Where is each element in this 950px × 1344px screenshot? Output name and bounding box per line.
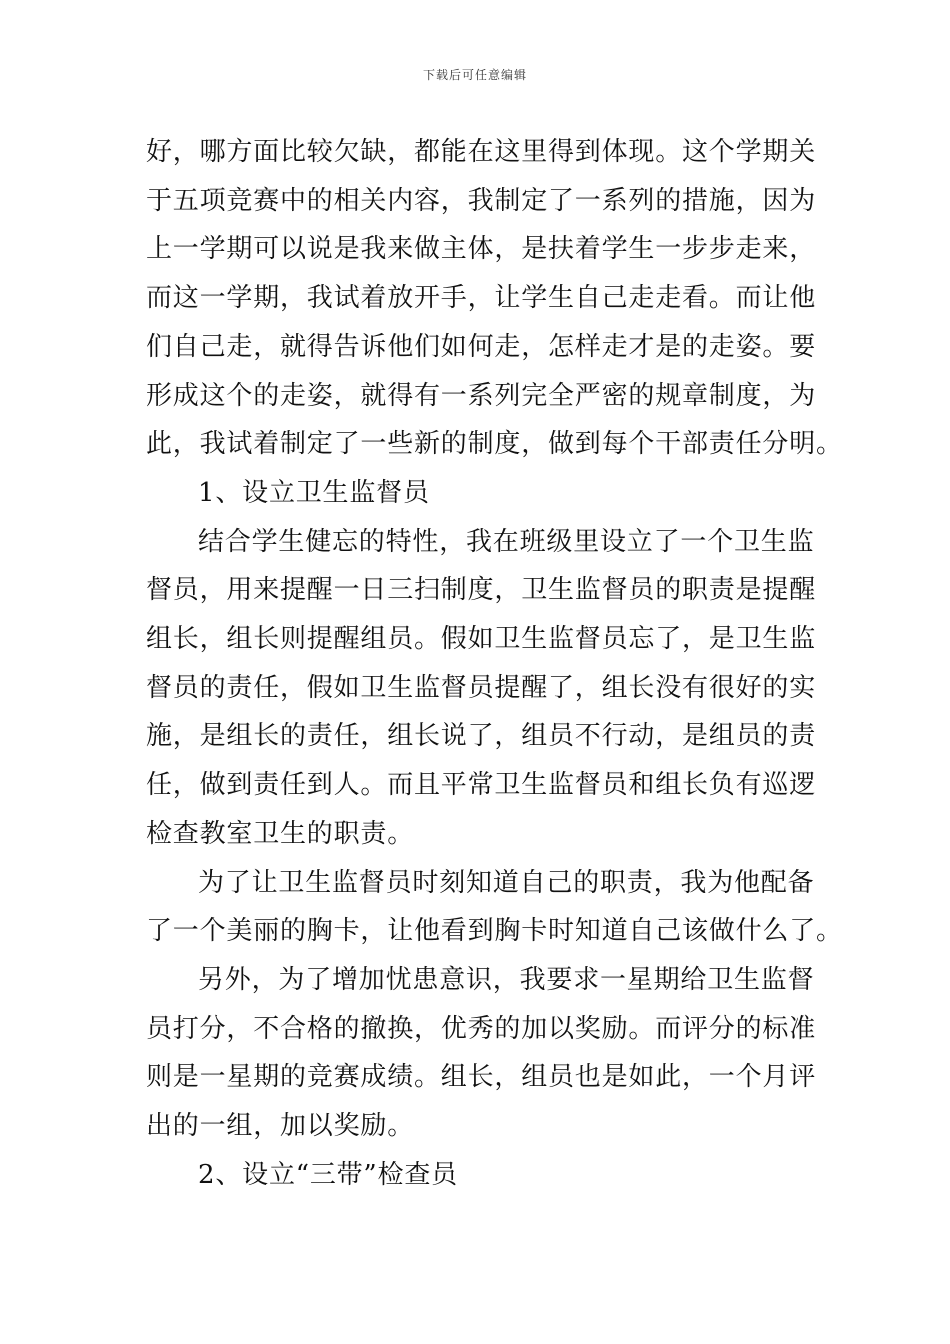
document-body [146,128,843,1199]
text-line: 则是一星期的竞赛成绩。组长，组员也是如此，一个月评 [146,1062,817,1093]
section-heading: 2、设立“三带”检查员 [198,1159,458,1190]
text-line: 于五项竞赛中的相关内容，我制定了一系列的措施，因为 [146,185,817,216]
text-line: 施，是组长的责任，组长说了，组员不行动，是组员的责 [146,721,817,752]
text-line: 检查教室卫生的职责。 [146,818,415,849]
text-line: 出的一组，加以奖励。 [146,1111,415,1142]
text-line: 督员，用来提醒一日三扫制度，卫生监督员的职责是提醒 [146,575,817,606]
text-line: 此，我试着制定了一些新的制度，做到每个干部责任分明。 [146,429,843,460]
text-line: 另外，为了增加忧患意识，我要求一星期给卫生监督 [198,964,815,995]
text-line: 结合学生健忘的特性，我在班级里设立了一个卫生监 [198,526,815,557]
text-line: 好，哪方面比较欠缺，都能在这里得到体现。这个学期关 [146,137,817,167]
text-line: 为了让卫生监督员时刻知道自己的职责，我为他配备 [198,867,815,898]
text-line: 形成这个的走姿，就得有一系列完全严密的规章制度，为 [146,380,817,411]
text-line: 了一个美丽的胸卡，让他看到胸卡时知道自己该做什么了。 [146,916,843,947]
page-header: 下载后可任意编辑 [422,68,527,82]
section-heading: 1、设立卫生监督员 [198,477,430,508]
text-line: 组长，组长则提醒组员。假如卫生监督员忘了，是卫生监 [146,624,817,655]
text-line: 上一学期可以说是我来做主体，是扶着学生一步步走来， [146,234,817,265]
text-line: 员打分，不合格的撤换，优秀的加以奖励。而评分的标准 [146,1013,817,1044]
text-line: 而这一学期，我试着放开手，让学生自己走走看。而让他 [146,283,817,314]
text-line: 任，做到责任到人。而且平常卫生监督员和组长负有巡逻 [146,770,817,801]
text-line: 督员的责任，假如卫生监督员提醒了，组长没有很好的实 [146,672,817,703]
text-line: 们自己走，就得告诉他们如何走，怎样走才是的走姿。要 [146,331,817,362]
